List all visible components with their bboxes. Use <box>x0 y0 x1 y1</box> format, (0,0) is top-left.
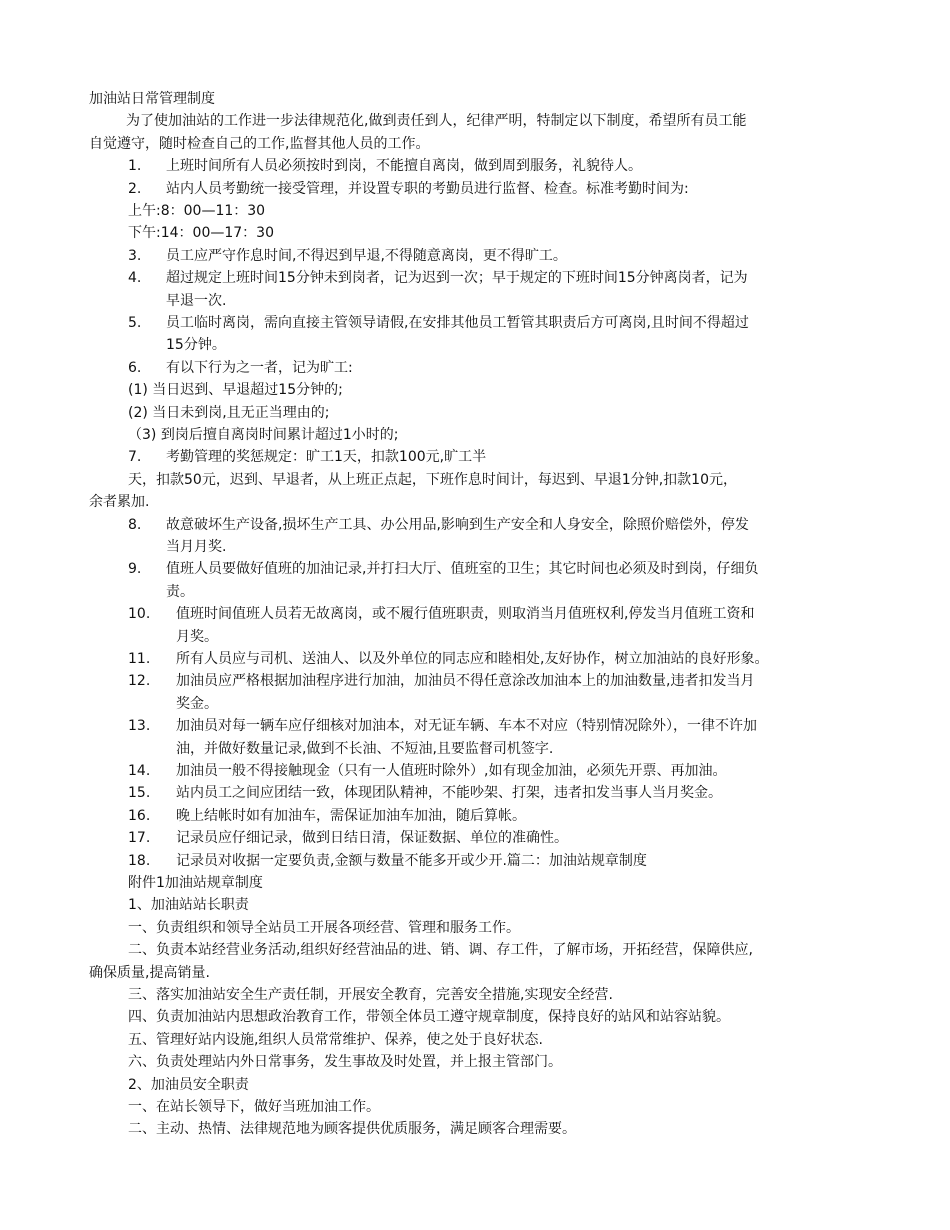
rule-text-line: 加油员对每一辆车应仔细核对加油本，对无证车辆、车本不对应（特别情况除外），一律不许加 <box>176 718 757 734</box>
rule-continuation-line: 余者累加. <box>89 494 150 510</box>
rule-text-line: 晚上结帐时如有加油车，需保证加油车加油，随后算帐。 <box>176 808 526 824</box>
rule-number: 14. <box>128 763 151 779</box>
rule-continuation-line: （3) 到岗后擅自离岗时间累计超过1小时的; <box>128 427 399 443</box>
rule-number: 11. <box>128 651 151 667</box>
rule-text-line: 站内人员考勤统一接受管理，并设置专职的考勤员进行监督、检查。标准考勤时间为: <box>166 181 689 197</box>
appendix-line: 确保质量,提高销量. <box>89 965 210 981</box>
rule-continuation-line: 上午:8：00—11：30 <box>128 203 266 219</box>
rule-text-line: 加油员一般不得接触现金（只有一人值班时除外）,如有现金加油，必须先开票、再加油。 <box>176 763 727 779</box>
rule-text-line: 上班时间所有人员必须按时到岗，不能擅自离岗，做到周到服务，礼貌待人。 <box>166 158 642 174</box>
rule-text-line: 站内员工之间应团结一致，体现团队精神，不能吵架、打架，违者扣发当事人当月奖金。 <box>176 785 722 801</box>
rule-text-line: 责。 <box>166 584 194 600</box>
rule-text-line: 15分钟。 <box>166 337 226 353</box>
intro-paragraph-line: 自觉遵守，随时检查自己的工作,监督其他人员的工作。 <box>89 136 430 152</box>
appendix-line: 二、主动、热情、法律规范地为顾客提供优质服务，满足顾客合理需要。 <box>128 1121 576 1137</box>
rule-text-line: 奖金。 <box>176 696 218 712</box>
rule-number: 13. <box>128 718 151 734</box>
rule-continuation-line: (2) 当日未到岗,且无正当理由的; <box>128 405 330 421</box>
appendix-line: 五、管理好站内设施,组织人员常常维护、保养，使之处于良好状态. <box>128 1032 543 1048</box>
rule-number: 4. <box>128 270 142 286</box>
rule-continuation-line: (1) 当日迟到、早退超过15分钟的; <box>128 382 343 398</box>
rule-continuation-line: 天，扣款50元，迟到、早退者，从上班正点起，下班作息时间计，每迟到、早退1分钟,扣款10元， <box>128 472 737 488</box>
rule-text-line: 故意破坏生产设备,损坏生产工具、办公用品,影响到生产安全和人身安全，除照价赔偿外，停发 <box>166 517 749 533</box>
rule-continuation-line: 下午:14：00—17：30 <box>128 225 274 241</box>
rule-number: 16. <box>128 808 151 824</box>
rule-number: 7. <box>128 449 142 465</box>
rule-number: 5. <box>128 315 142 331</box>
rule-text-line: 有以下行为之一者，记为旷工: <box>166 360 353 376</box>
rule-text-line: 员工临时离岗，需向直接主管领导请假,在安排其他员工暂管其职责后方可离岗,且时间不得超过 <box>166 315 749 331</box>
rule-text-line: 早退一次. <box>166 293 227 309</box>
rule-number: 17. <box>128 830 151 846</box>
appendix-line: 六、负责处理站内外日常事务，发生事故及时处置，并上报主管部门。 <box>128 1054 562 1070</box>
rule-text-line: 所有人员应与司机、送油人、以及外单位的同志应和睦相处,友好协作，树立加油站的良好形象。 <box>176 651 769 667</box>
rule-text-line: 油，并做好数量记录,做到不长油、不短油,且要监督司机签字. <box>176 741 554 757</box>
rule-number: 18. <box>128 853 151 869</box>
rule-number: 8. <box>128 517 142 533</box>
rule-text-line: 记录员应仔细记录，做到日结日清，保证数据、单位的准确性。 <box>176 830 568 846</box>
rule-number: 15. <box>128 785 151 801</box>
rule-text-line: 超过规定上班时间15分钟未到岗者，记为迟到一次；早于规定的下班时间15分钟离岗者，记为 <box>166 270 748 286</box>
rule-text-line: 考勤管理的奖惩规定：旷工1天，扣款100元,旷工半 <box>166 449 487 465</box>
rule-text-line: 月奖。 <box>176 629 218 645</box>
rule-number: 2. <box>128 181 142 197</box>
rule-number: 6. <box>128 360 142 376</box>
appendix-line: 附件1加油站规章制度 <box>128 875 263 891</box>
document-title: 加油站日常管理制度 <box>89 91 215 107</box>
rule-text-line: 当月月奖. <box>166 539 227 555</box>
appendix-line: 1、加油站站长职责 <box>128 897 249 913</box>
rule-number: 10. <box>128 606 151 622</box>
appendix-line: 三、落实加油站安全生产责任制，开展安全教育，完善安全措施,实现安全经营. <box>128 987 613 1003</box>
rule-text-line: 记录员对收据一定要负责,金额与数量不能多开或少开.篇二：加油站规章制度 <box>176 853 647 869</box>
appendix-line: 2、加油员安全职责 <box>128 1077 249 1093</box>
appendix-line: 二、负责本站经营业务活动,组织好经营油品的进、销、调、存工件，了解市场，开拓经营，保障供应, <box>128 942 753 958</box>
appendix-line: 四、负责加油站内思想政治教育工作，带领全体员工遵守规章制度，保持良好的站风和站容站貌。 <box>128 1009 730 1025</box>
appendix-line: 一、在站长领导下，做好当班加油工作。 <box>128 1099 380 1115</box>
rule-text-line: 加油员应严格根据加油程序进行加油，加油员不得任意涂改加油本上的加油数量,违者扣发当月 <box>176 673 755 689</box>
rule-number: 3. <box>128 248 142 264</box>
rule-text-line: 值班人员要做好值班的加油记录,并打扫大厅、值班室的卫生；其它时间也必须及时到岗，仔细负 <box>166 561 759 577</box>
rule-number: 1. <box>128 158 142 174</box>
rule-text-line: 值班时间值班人员若无故离岗，或不履行值班职责，则取消当月值班权利,停发当月值班工资和 <box>176 606 755 622</box>
rule-text-line: 员工应严守作息时间,不得迟到早退,不得随意离岗，更不得旷工。 <box>166 248 567 264</box>
intro-paragraph-line: 为了使加油站的工作进一步法律规范化,做到责任到人，纪律严明，特制定以下制度，希望所有员工能 <box>126 113 747 129</box>
rule-number: 9. <box>128 561 142 577</box>
rule-number: 12. <box>128 673 151 689</box>
appendix-line: 一、负责组织和领导全站员工开展各项经营、管理和服务工作。 <box>128 920 520 936</box>
